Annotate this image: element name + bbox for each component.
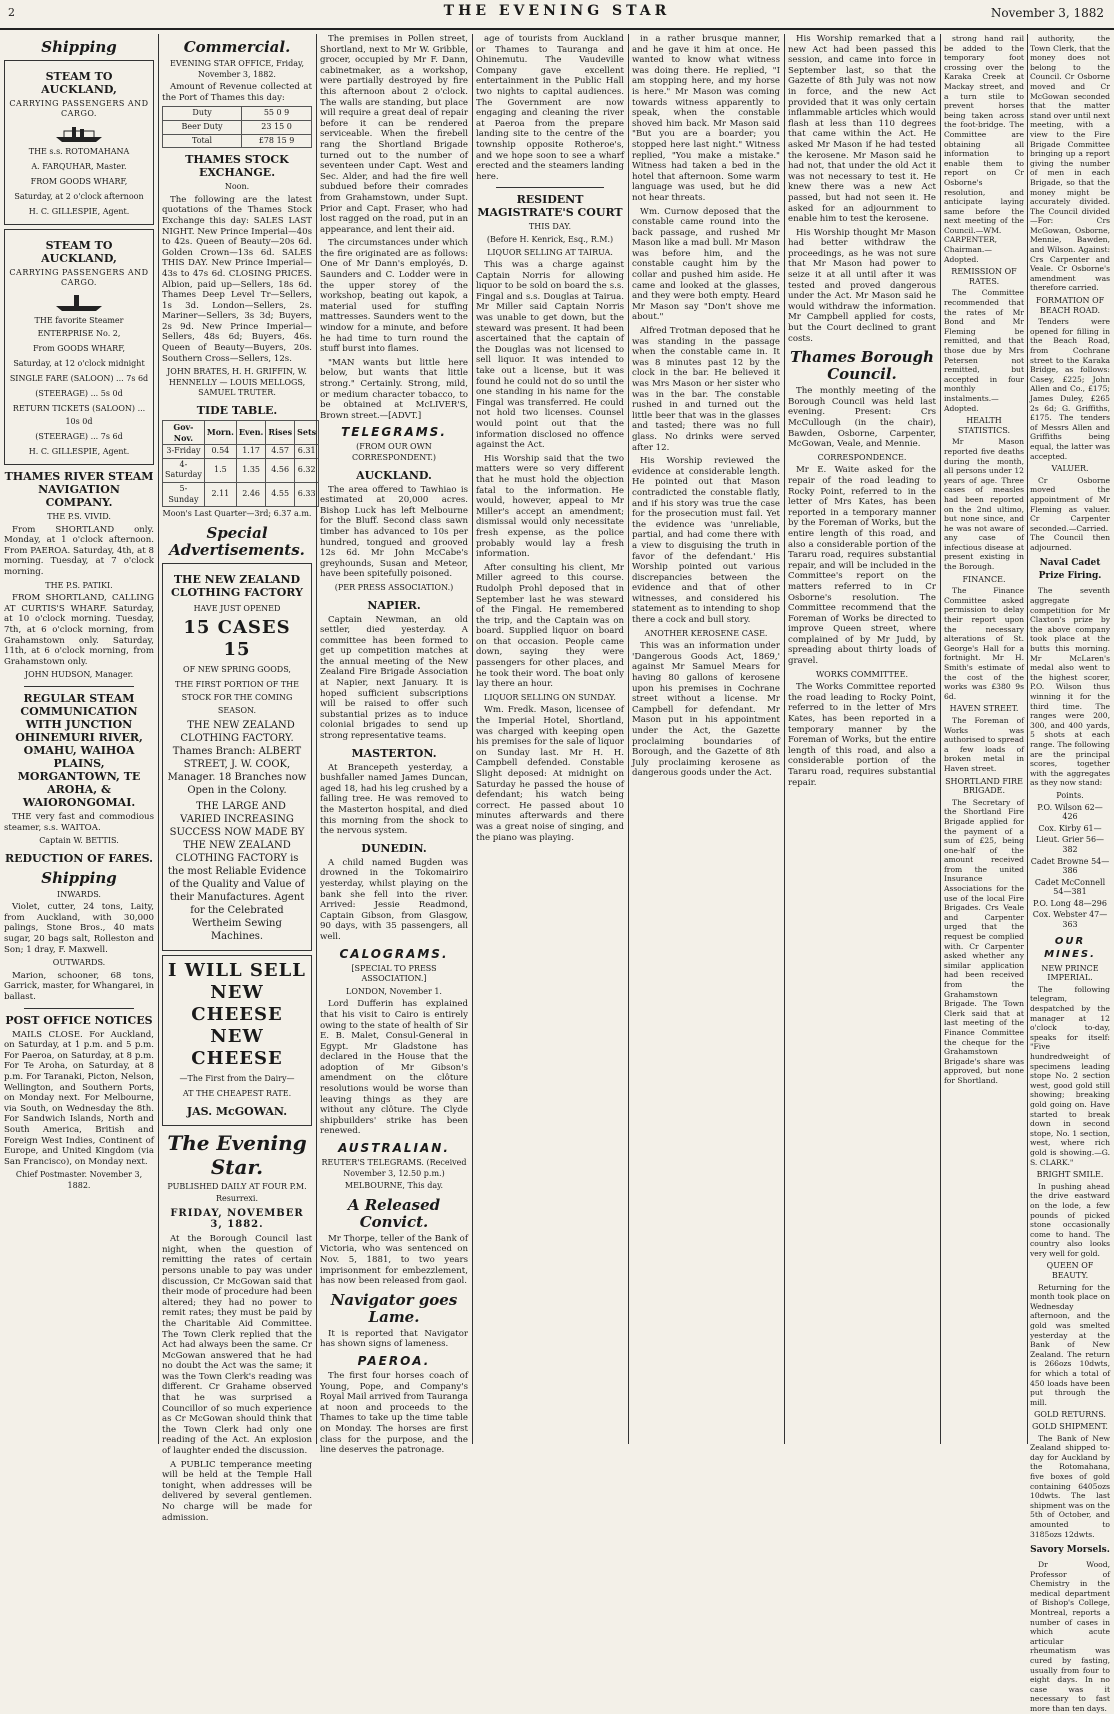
editorial-date: FRIDAY, NOVEMBER 3, 1882. [170,1207,304,1230]
column-2: Commercial. EVENING STAR OFFICE, Friday, November 3, 1882. Amount of Revenue collected at the Port of Thames this day: Duty 55 0 9 Beer Duty 23 15 0 Total £78 15 9 THAMES STOCK EXCHANGE. Noon. The following are the latest quotations of the Thames Stock Exchange this day: SALES LAST NIGHT. New Prince Imperial—40s to 42s. Queen of Beauty—20s 6d. Golden Crown—13s 6d. SALES THIS DAY. New Prince Imperial—43s to 47s 6d. CLOSING PRICES. Albion, paid up—Sellers, 18s 6d. Thames Deep Level Tr—Sellers, 1s 3d. London—Sellers, 2s. Mariner—Sellers, 3s 3d; Buyers, 2s 9d. New Prince Imperial—Sellers, 48s 6d; Buyers, 46s. Queen of Beauty—Buyers, 20s. Southern Cross—Sellers, 12s. JOHN BRATES, H. H. GRIFFIN, W. HENNELLY — LOUIS MELLOGS, SAMUEL TRUTER. TIDE TABLE. Gov-Nov. Morn. Even. Rises Sets 3-Friday 0.54 1.17 4.57 6.31 4-Saturday 1.5 1.35 4.56 6.32 5-Sunday 2.11 2.46 4.55 6.33 Moon's Last Quarter—3rd; 6.37 a.m. Special Advertisements. THE NEW ZEALAND CLOTHING FACTORY HAVE JUST OPENED 15 CASES 15 OF NEW SPRING GOODS, THE FIRST PORTION OF THE STOCK FOR THE COMING SEASON. THE NEW ZEALAND CLOTHING FACTORY. Thames Branch: ALBERT STREET, J. W. COOK, Manager. 18 Branches now Open in the Colony. THE LARGE AND VARIED INCREASING SUCCESS NOW MADE BY THE NEW ZEALAND CLOTHING FACTORY is the most Reliable Evidence of the Quality and Value of their Manufactures. Agent for the Celebrated Wertheim Sewing Machines. I WILL SELL NEW CHEESE NEW CHEESE —The First from the Dairy— AT THE CHEAPEST RATE. JAS. McGOWAN. The Evening Star. PUBLISHED DAILY AT FOUR P.M. Resurrexi. FRIDAY, NOVEMBER 3, 1882. At the Borough Council last night, when the question of remitting the rates of certain persons unable to pay was under discussion, Cr McGowan said that their mode of procedure had been altered; they had no power to remit rates; they must be paid by the Charitable Aid Committee. The Town Clerk replied that the Act had always been the same. Cr McGowan answered that he had no doubt the Act was the same; it was the Town Clerk's reading was different. Cr Grahame observed that he was surprised a Councillor of so much experience as Cr McGowan should think that the Town Clerk had only one reading of the Act. An explosion of laughter ended the discussion. A PUBLIC temperance meeting will be held at the Temple Hall tonight, when addresses will be delivered by several gentlemen. No charge will be made for admission. [162,34,312,1444]
rotomahana-ad: STEAM TO AUCKLAND, CARRYING PASSENGERS AND CARGO. THE s.s. ROTOMAHANA A. FARQUHAR, Master. FROM GOODS WHARF, Saturday, at 2 o'clock afternoon H. C. GILLESPIE, Agent. [4,60,154,225]
borough-council-heading: Thames Borough Council. [790,348,934,384]
tide-table-heading: TIDE TABLE. [196,404,278,418]
telegrams-heading: TELEGRAMS. [341,425,447,440]
court-heading: RESIDENT MAGISTRATE'S COURT [477,193,623,220]
cheese-ad: I WILL SELL NEW CHEESE NEW CHEESE —The First from the Dairy— AT THE CHEAPEST RATE. JAS. McGOWAN. [162,955,312,1126]
steamship-icon [54,290,104,312]
issue-date: November 3, 1882 [990,6,1104,20]
column-8: authority, the Town Clerk, that the money does not belong to the Council. Cr Osborne moved and Cr McGowan seconded that the matter stand over until next meeting, with a view to the Fire Brigade Committee bringing up a report giving the number of men in each Brigade, so that the money might be accurately divided. The Council divided—For: Crs McGowan, Osborne, Mennie, Bawden, and Wilson. Against: Crs Carpenter and Veale. Cr Osborne's amendment was therefore carried. FORMATION OF BEACH ROAD. Tenders were opened for filling in the Beach Road, from Cochrane street to the Karaka Bridge, as follows: Casey, £225; John Allen and Co., £175; James Duley, £265 2s 6d; G. Griffiths, £175. The tenders of Messrs Allen and Griffiths being equal, the latter was accepted. VALUER. Cr Osborne moved the appointment of Mr Fleming as valuer. Cr Carpenter seconded.—Carried. The Council then adjourned. Naval Cadet Prize Firing. The seventh aggregate competition for Mr Claxton's prize by the above company took place at the butts this morning. Mr McLaren's medal also went to the highest scorer, P.O. Wilson thus winning it for the third time. The ranges were 200, 300, and 400 yards, 5 shots at each range. The following are the principal scores, together with the aggregates as they now stand: Points. P.O. Wilson 62—426 Cox. Kirby 61— Lieut. Grier 56—382 Cadet Browne 54—386 Cadet McConnell 54—381 P.O. Long 48—296 Cox. Webster 47—363 OUR MINES. NEW PRINCE IMPERIAL. The following telegram, despatched by the manager at 12 o'clock to-day, speaks for itself: "Five hundredweight of specimens leading stope No. 2 section west, good gold still showing; breaking gold going on. Have started to break down in second stope, No. 1 section, west, where rich gold is showing.—G. S. CLARK." BRIGHT SMILE. In pushing ahead the drive eastward on the lode, a few pounds of picked stone occasionally come to hand. The country also looks very well for gold. QUEEN OF BEAUTY. Returning for the month took place on Wednesday afternoon, and the gold was smelted yesterday at the Bank of New Zealand. The return is 266ozs 10dwts, for which a total of 450 loads have been put through the mill. GOLD RETURNS. GOLD SHIPMENT. The Bank of New Zealand shipped to-day for Auckland by the Rotomahana, five boxes of gold containing 6405ozs 10dwts. The last shipment was on the 5th of October, and amounted to 3185ozs 12dwts. Savory Morsels. Dr Wood, Professor of Chemistry in the medical department of Bishop's College, Montreal, reports a number of cases in which acute articular rheumatism was cured by fasting, usually from four to eight days. In no case was it necessary to fast more than ten days. [1030,34,1110,1713]
revenue-table: Duty 55 0 9 Beer Duty 23 15 0 Total £78 15 9 [162,106,312,148]
column-rule [940,34,941,1444]
post-office-heading: POST OFFICE NOTICES [5,1013,153,1027]
score-row: Cox. Webster 47—363 [1032,910,1108,930]
clothing-factory-ad: THE NEW ZEALAND CLOTHING FACTORY HAVE JUST OPENED 15 CASES 15 OF NEW SPRING GOODS, THE FIRST PORTION OF THE STOCK FOR THE COMING SEASON. THE NEW ZEALAND CLOTHING FACTORY. Thames Branch: ALBERT STREET, J. W. COOK, Manager. 18 Branches now Open in the Colony. THE LARGE AND VARIED INCREASING SUCCESS NOW MADE BY THE NEW ZEALAND CLOTHING FACTORY is the most Reliable Evidence of the Quality and Value of their Manufactures. Agent for the Celebrated Wertheim Sewing Machines. [162,563,312,951]
column-3: The premises in Pollen street, Shortland, next to Mr W. Gribble, grocer, occupied by Mr F. Dann, cabinetmaker, as a workshop, were partially destroyed by fire this afternoon about 2 o'clock. The walls are standing, but place will require a great deal of repair before it can be rendered serviceable. When the firebell rang the Shortland Brigade turned out to the number of seventeen under Capt. West and Sec. Alder, and had the fire well subdued before their comrades from Grahamstown, under Supt. Prior and Capt. Fraser, who had lost ragged on the road, put in an appearance, and lent their aid. The circumstances under which the fire originated are as follows: One of Mr Dann's employés, D. Saunders and C. Lodder were in the upper storey of the workshop, beating out kapok, a material used for stuffing mattresses. Saunders went to the window for a minute, and before he had time to turn round the stuff burst into flames. "MAN wants but little here below, but wants that little strong." Certainly. Strong, mild, or medium character tobacco, to be obtained at McLIVER'S, Brown street.—[ADVT.] TELEGRAMS. (FROM OUR OWN CORRESPONDENT.) AUCKLAND. The area offered to Tawhiao is estimated at 20,000 acres. Bishop Luck has left Melbourne for the Bluff. Second class sawn timber has advanced to 10s per hundred, tongued and grooved 12s 6d. Mr John McCabe's greyhounds, Susan and Meteor, have been spitefully poisoned. (PER PRESS ASSOCIATION.) NAPIER. Captain Newman, an old settler, died yesterday. A committee has been formed to get up competition matches at the annual meeting of the New Zealand Fire Brigade Association at Napier, next January. It is hoped sufficient subscriptions will be raised to offer such substantial prizes as to induce colonial brigades to send up strong representative teams. MASTERTON. At Brancepeth yesterday, a bushfaller named James Duncan, aged 18, had his leg crushed by a falling tree. He was removed to the Masterton hospital, and died this morning from the shock to the nervous system. DUNEDIN. A child named Bugden was drowned in the Tokomairiro yesterday, whilst playing on the bank she fell into the river. Arrived: Jessie Readmond, Captain Gibson, from Glasgow, 90 days, with 35 passengers, all well. CALOGRAMS. [SPECIAL TO PRESS ASSOCIATION.] LONDON, November 1. Lord Dufferin has explained that his visit to Cairo is entirely owing to the state of health of Sir E. B. Malet, Consul-General in Egypt. Mr Gladstone has declared in the House that the adoption of Mr Gibson's amendment on the clôture resolutions would be worse than leaving things as they are without any clôture. The Clyde shipbuilders' strike has been renewed. AUSTRALIAN. REUTER'S TELEGRAMS. (Received November 3, 12.50 p.m.) MELBOURNE, This day. A Released Convict. Mr Thorpe, teller of the Bank of Victoria, who was sentenced on Nov. 5, 1881, to two years imprisonment for embezzlement, has now been released from gaol. Navigator goes Lame. It is reported that Navigator has shown signs of lameness. PAEROA. The first four horses coach of Young, Pope, and Company's Royal Mail arrived from Tauranga at noon and proceeds to the Thames to take up the time table on Monday. The horses are first class for the purpose, and the line deserves the patronage. [320,34,468,1456]
shipping-heading: Shipping [41,38,117,56]
page-number: 2 [8,6,15,19]
column-rule [316,34,317,1444]
column-5: in a rather brusque manner, and he gave it him at once. He wanted to know what witness was doing there. He replied, "I am stopping here, and my horse is here." Mr Mason was coming towards witness apparently to speak, when the constable shoved him back. Mr Mason said "But you are a boarder; you stopped here last night." Witness replied, "You make a mistake." Witness had taken a bed in the hotel that afternoon. Some warm language was used, but he did not hear threats. Wm. Curnow deposed that the constable came round into the back passage, and rushed Mr Mason like a mad bull. Mr Mason was before him, and the constable caught him by the collar and pushed him aside. He came and looked at the glasses, and they were both empty. Heard Mr Mason say "Don't shove me about." Alfred Trotman deposed that he was standing in the passage when the constable came in. It was 8 minutes past 12 by the clock in the bar. He believed it was Mrs Mason or her sister who was in the bar. The constable rushed in and turned out the little beer that was in the glasses and tasted; there was no full glass. No drinks were served after 12. His Worship reviewed the evidence at considerable length. He pointed out that Mason contradicted the constable flatly, and if his story was true the case for the prosecution must fail. Yet the evidence was 'unreliable, partial, and had come there with a view to disguising the truth in favor of the defendant.' His Worship pointed out various discrepancies between the evidence and that of other witnesses, and considered his statement as to intending to shop there a cock and bull story. ANOTHER KEROSENE CASE. This was an information under 'Dangerous Goods Act, 1869,' against Mr Samuel Mears for having 80 gallons of kerosene upon his premises in Cochrane street without a license. Mr Campbell for defendant. Mr Mason put in his appointment under the Act, the Gazette proclaiming boundaries of Borough, and the Gazette of 8th July proclaiming kerosene as dangerous goods under the Act. [632,34,780,779]
column-7: strong hand rail be added to the temporary foot crossing over the Karaka Creek at Mackay street, and a turn stile to prevent horses being taken across the foot-bridge. The Committee are obtaining all information to enable them to report on Cr Osborne's resolution, and anticipate laying same before the next meeting of the Council.—WM. CARPENTER, Chairman.—Adopted. REMISSION OF RATES. The Committee recommended that the rates of Mr Bond and Mr Fleming be remitted, and that those due by Mrs Petersen not remitted, but accepted in four monthly instalments.—Adopted. HEALTH STATISTICS. Mr Mason reported five deaths during the month, all persons under 12 years of age. Three cases of measles had been reported on the 2nd ultimo, but none since, and he was not aware of any case of infectious disease at present existing in the Borough. FINANCE. The Finance Committee asked permission to delay their report upon the necessary alterations of St. George's Hall for a fortnight. Mr H. Smith's estimate of the cost of the works was £380 9s 6d. HAVEN STREET. The Foreman of Works was authorised to spread a few loads of broken metal in Haven street. SHORTLAND FIRE BRIGADE. The Secretary of the Shortland Fire Brigade applied for the payment of a sum of £25, being one-half of the amount received from the united Insurance Associations for the use of the local Fire Brigades. Crs Veale and Carpenter urged that the request be complied with. Cr Carpenter asked whether any similar application had been received from the Grahamstown Brigade. The Town Clerk said that at last meeting of the Finance Committee the cheque for the Grahamstown Brigade's share was approved, but none for Shortland. [944,34,1024,1085]
enterprise-ad: STEAM TO AUCKLAND, CARRYING PASSENGERS AND CARGO. THE favorite Steamer ENTERPRISE No. 2, From GOODS WHARF, Saturday, at 12 o'clock midnight SINGLE FARE (SALOON) ... 7s 6d (STEERAGE) ... 5s 0d RETURN TICKETS (SALOON) ... 10s 0d (STEERAGE) ... 7s 6d H. C. GILLESPIE, Agent. [4,229,154,465]
thames-navigation-heading: THAMES RIVER STEAM NAVIGATION COMPANY. [4,470,154,509]
shipping-heading-2: Shipping [41,868,117,887]
column-1: Shipping STEAM TO AUCKLAND, CARRYING PASSENGERS AND CARGO. THE s.s. ROTOMAHANA A. FARQUHAR, Master. FROM GOODS WHARF, Saturday, at 2 o'clock afternoon H. C. GILLESPIE, Agent. STEAM TO AUCKLAND, CARRYING PASSENGERS AND CARGO. THE favorite Steamer ENTERPRISE No. 2, From GOODS WHARF, Saturday, at 12 o'clock midnight SINGLE FARE (SALOON) ... 7s 6d (STEERAGE) ... 5s 0d RETURN TICKETS (SALOON) ... 10s 0d (STEERAGE) ... 7s 6d H. C. GILLESPIE, Agent. THAMES RIVER STEAM NAVIGATION COMPANY. THE P.S. VIVID. From SHORTLAND only. Monday, at 1 o'clock afternoon. From PAEROA. Saturday, 4th, at 8 morning. Tuesday, at 7 o'clock morning. THE P.S. PATIKI. FROM SHORTLAND, CALLING AT CURTIS'S WHARF. Saturday, at 10 o'clock morning. Tuesday, 7th, at 6 o'clock morning, from Grahamstown only. Saturday, 11th, at 6 o'clock morning, from Grahamstown only. JOHN HUDSON, Manager. REGULAR STEAM COMMUNICATION WITH JUNCTION OHINEMURI RIVER, OMAHU, WAIHOA PLAINS, MORGANTOWN, TE AROHA, & WAIORONGOMAI. THE very fast and commodious steamer, s.s. WAITOA. Captain W. BETTIS. REDUCTION OF FARES. Shipping INWARDS. Violet, cutter, 24 tons, Laity, from Auckland, with 30,000 palings, Stone Bros., 40 mats sugar, 20 bags salt, Rolleston and Son; 1 dray, F. Maxwell. OUTWARDS. Marion, schooner, 68 tons, Garrick, master, for Whangarei, in ballast. POST OFFICE NOTICES MAILS CLOSE. For Auckland, on Saturday, at 1 p.m. and 5 p.m. For Paeroa, on Saturday, at 8 p.m. For Te Aroha, on Saturday, at 8 p.m. For Taranaki, Picton, Nelson, Wellington, and Southern Ports, on Monday next. For Melbourne, via South, on Wednesday the 8th. For Sandwich Islands, North and South America, British and Foreign West Indies, Continent of Europe, and United Kingdom (via San Francisco), on Monday next. Chief Postmaster. November 3, 1882. [4,38,154,1190]
stock-exchange-heading: THAMES STOCK EXCHANGE. [185,153,289,180]
column-rule [628,34,629,1444]
score-row: Cadet McConnell 54—381 [1034,877,1106,897]
cadet-prize-heading: Naval Cadet Prize Firing. [1038,558,1102,582]
column-rule [784,34,785,1444]
score-row: Lieut. Grier 56—382 [1035,835,1105,854]
score-row: P.O. Wilson 62—426 [1037,802,1103,822]
our-mines-heading: OUR MINES. [1044,935,1096,960]
column-6: His Worship remarked that a new Act had been passed this session, and came into force in September last, so that the Gazette of 8th July was not now in force, and the new Act provided that it was only certain inflammable articles which would flash at less than 110 degrees that came within the Act. He asked Mr Mason if he had tested the kerosene. Mr Mason said he had not, that under the old Act it was not necessary to test it. He knew there was a new Act passed, but had not seen it. He asked for an adjournment to enable him to test the kerosene. His Worship thought Mr Mason had better withdraw the proceedings, as he was not sure that Mr Mason had power to seize it at all until after it was tested and proved dangerous under the Act. Mr Mason said he would withdraw the information. Mr Campbell applied for costs, but the Court declined to grant costs. Thames Borough Council. The monthly meeting of the Borough Council was held last evening. Present: Crs McCullough (in the chair), Bawden, Osborne, Carpenter, McGowan, Veale, and Mennie. CORRESPONDENCE. Mr E. Waite asked for the repair of the road leading to Rocky Point, referred to in the letter of Mrs Kates, has been reported in a temporary manner by the Foreman of Works, but the entire length of this road, and also a considerable portion of the Tararu road, requires substantial repair, and will be included in the Committee's report on the matters referred to in Cr Osborne's resolution. The Committee recommend that the Foreman of Works be directed to improve Queen street, where complained of by Mr Judd, by spreading about thirty loads of gravel. WORKS COMMITTEE. The Works Committee reported the road leading to Rocky Point, referred to in the letter of Mrs Kates, has been reported in a temporary manner by the Foreman of Works, but the entire length of this road, and also a considerable portion of the Tararu road, requires substantial repair. [788,34,936,788]
australian-heading: AUSTRALIAN. [338,1141,450,1156]
score-row: P.O. Long 48—296 [1033,898,1107,908]
column-4: age of tourists from Auckland or Thames to Tauranga and Ohinemutu. The Vaudeville Company gave excellent entertainment in the Public Hall two nights to capital audiences. The Government are now engaging and cleaning the river at Paeroa from the prepare landing site to the centre of the township opposite Rotheroe's, and we hope soon to see a wharf erected and the steamers landing here. RESIDENT MAGISTRATE'S COURT THIS DAY. (Before H. Kenrick, Esq., R.M.) LIQUOR SELLING AT TAIRUA. This was a charge against Captain Norris for allowing liquor to be sold on board the s.s. Fingal and s.s. Douglas at Tairua. Mr Miller said Captain Norris was unable to get down, but the steward was present. It had been ascertained that the captain of the Douglas was not licensed to sell liquor. It was intended to take out a license, but it was found he could not do so until the one standing in his name for the Fingal was transferred. He could not hold two licenses. Counsel would point out that the information disclosed no offence against the Act. His Worship said that the two matters were so very different that he must hold the objection fatal to the information. He would, however, appeal to Mr Miller's accept an amendment; dismissal would only necessitate fresh expense, as the police probably would lay a fresh information. After consulting his client, Mr Miller agreed to this course. Rudolph Prohl deposed that in September last he was steward of the Fingal. He remembered the trip, and the Captain was on board. Supplied liquor on board on that occasion. People came down, saying they were passengers for other places, and he took their word. The boat only lay there an hour. LIQUOR SELLING ON SUNDAY. Wm. Fredk. Mason, licensee of the Imperial Hotel, Shortland, was charged with keeping open his premises for the sale of liquor on Sunday last. Mr H. H. Campbell defended. Constable Slight deposed: At midnight on Saturday he passed the house of defendant; his watch being correct. He passed about 10 minutes afterwards and there was a great noise of singing, and the piano was playing. [476,34,624,843]
tide-table: Gov-Nov. Morn. Even. Rises Sets 3-Friday 0.54 1.17 4.57 6.31 4-Saturday 1.5 1.35 4.56 6.32 5-Sunday 2.11 2.46 4.55 6.33 [162,420,319,507]
steamship-icon [54,121,104,143]
column-rule [158,34,159,1444]
column-rule [1027,34,1028,1444]
score-row: Cox. Kirby 61— [1038,823,1102,833]
calograms-heading: CALOGRAMS. [339,946,449,961]
masthead [0,0,1114,30]
column-rule [472,34,473,1444]
newspaper-title: THE EVENING STAR [443,3,671,19]
special-ads-heading: Special Advertisements. [169,523,305,559]
commercial-heading: Commercial. [183,38,291,56]
evening-star-title: The Evening Star. [167,1130,307,1179]
regular-steam-heading: REGULAR STEAM COMMUNICATION WITH JUNCTION OHINEMURI RIVER, OMAHU, WAIHOA PLAINS, MORGANTOWN, TE AROHA, & WAIORONGOMAI. [15,691,143,809]
savory-morsels-heading: Savory Morsels. [1030,1545,1110,1556]
score-row: Cadet Browne 54—386 [1030,856,1110,876]
